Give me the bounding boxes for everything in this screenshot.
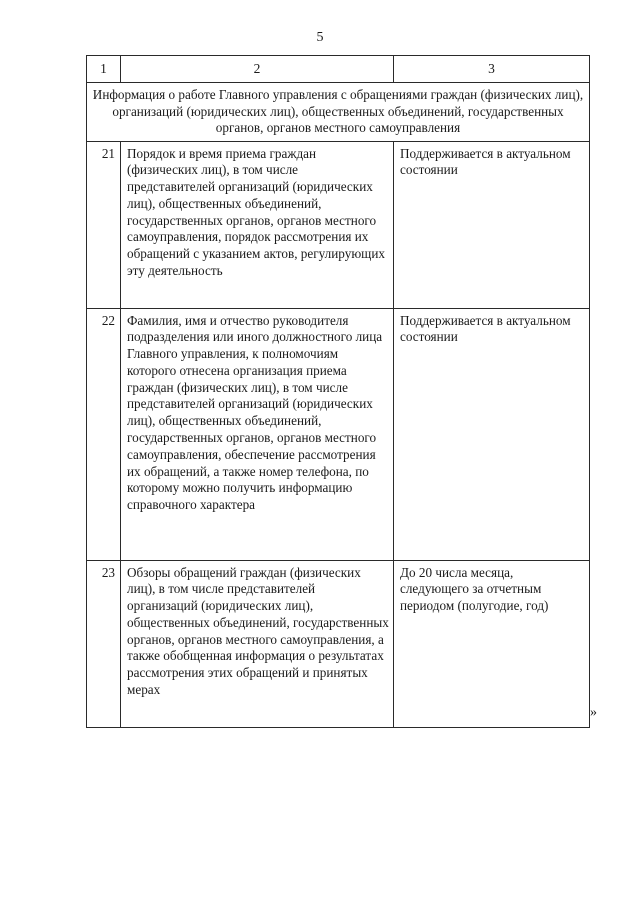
- row-term: До 20 числа месяца, следующего за отчетным периодом (полугодие, год): [394, 560, 590, 727]
- row-term: Поддерживается в актуальном состоянии: [394, 308, 590, 560]
- column-header-2: 2: [121, 56, 394, 83]
- table-row: [87, 141, 590, 308]
- table-row: [87, 560, 590, 727]
- table-header-row: [87, 56, 590, 83]
- row-description: Фамилия, имя и отчество руководителя подразделения или иного должностного лица Главного управления, к полномочиям которого отнесена организация приема граждан (физических лиц), в том числе представителей организаций (юридических лиц), общественных объединений, государственных органов, органов местного самоуправления, обеспечение рассмотрения их обращений, а также номер телефона, по которому можно получить информацию справочного характера: [121, 308, 394, 560]
- table-row: [87, 308, 590, 560]
- section-title: Информация о работе Главного управления с обращениями граждан (физических лиц), организаций (юридических лиц), общественных объединений, государственных органов, органов местного самоуправления: [87, 83, 590, 142]
- row-term: Поддерживается в актуальном состоянии: [394, 141, 590, 308]
- information-table: [86, 55, 590, 728]
- closing-quote-mark: »: [590, 705, 597, 720]
- section-title-row: [87, 83, 590, 142]
- row-number: 22: [87, 308, 121, 560]
- column-header-3: 3: [394, 56, 590, 83]
- row-number: 23: [87, 560, 121, 727]
- page-number: 5: [316, 30, 324, 45]
- row-description: Порядок и время приема граждан (физических лиц), в том числе представителей организаций (юридических лиц), общественных объединений, государственных органов, органов местного самоуправления, порядок рассмотрения их обращений с указанием актов, регулирующих эту деятельность: [121, 141, 394, 308]
- row-number: 21: [87, 141, 121, 308]
- row-description: Обзоры обращений граждан (физических лиц), в том числе представителей организаций (юридических лиц), общественных объединений, государственных органов, органов местного самоуправления, а также обобщенная информация о результатах рассмотрения этих обращений и принятых мерах: [121, 560, 394, 727]
- column-header-1: 1: [87, 56, 121, 83]
